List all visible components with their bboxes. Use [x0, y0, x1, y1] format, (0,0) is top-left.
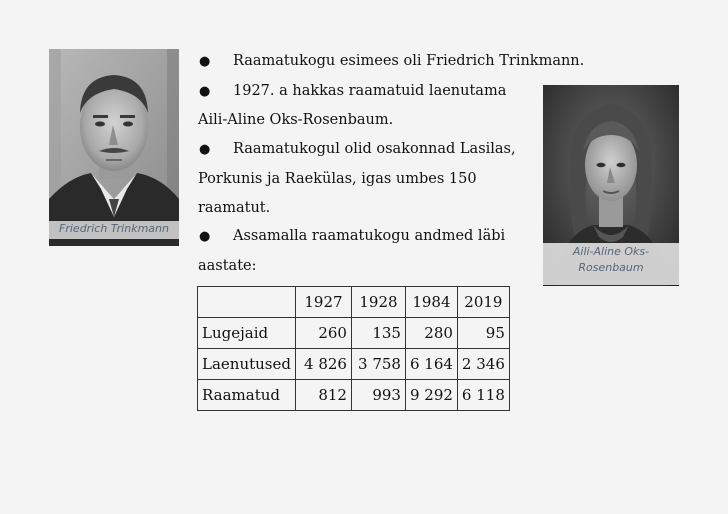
table-row [198, 380, 510, 411]
table-cell: 3 758 [351, 349, 405, 380]
row-label: Raamatud [198, 380, 296, 411]
table-cell: 95 [457, 318, 509, 349]
table-header-cell: 1928 [351, 287, 405, 318]
table-cell: 4 826 [295, 349, 351, 380]
photo-caption-left: Friedrich Trinkmann [49, 221, 179, 239]
bullet-continuation-line: raamatut. [198, 199, 271, 216]
bullet-icon: ● [199, 83, 211, 99]
row-label: Lugejaid [198, 318, 296, 349]
table-row [198, 349, 510, 380]
table-cell: 260 [295, 318, 351, 349]
table-header-row [198, 287, 510, 318]
photo-caption-right: Aili-Aline Oks-Rosenbaum [543, 243, 679, 285]
table-cell: 2 346 [457, 349, 509, 380]
bullet-continuation-line: Porkunis ja Raekülas, igas umbes 150 [198, 170, 477, 187]
bullet-line: ● Raamatukogul olid osakonnad Lasilas, [198, 135, 578, 165]
table-cell: 135 [351, 318, 405, 349]
table-header-cell: 1984 [405, 287, 457, 318]
table-header-cell [198, 287, 296, 318]
bullet-line: ● 1927. a hakkas raamatuid laenutama [198, 77, 578, 107]
table-cell: 280 [405, 318, 457, 349]
row-label: Laenutused [198, 349, 296, 380]
bullet-icon: ● [199, 54, 211, 69]
photo-friedrich-trinkmann [49, 49, 179, 246]
bullet-list [198, 47, 585, 281]
bullet-icon: ● [199, 229, 211, 245]
table-cell: 993 [351, 380, 405, 411]
table-row [198, 318, 510, 349]
table-header-cell: 2019 [457, 287, 509, 318]
library-statistics-table [197, 286, 510, 411]
table-cell: 6 164 [405, 349, 457, 380]
table-cell: 6 118 [457, 380, 509, 411]
bullet-icon: ● [199, 142, 211, 158]
table-cell: 812 [295, 380, 351, 411]
table-header-cell: 1927 [295, 287, 351, 318]
bullet-continuation-line: Aili-Aline Oks-Rosenbaum. [198, 112, 394, 129]
bullet-line: ● Raamatukogu esimees oli Friedrich Trinkmann. [198, 47, 578, 77]
portrait-man-image [49, 49, 179, 246]
bullet-continuation-line: aastate: [198, 257, 257, 274]
bullet-line: ● Assamalla raamatukogu andmed läbi [198, 222, 578, 252]
table-cell: 9 292 [405, 380, 457, 411]
